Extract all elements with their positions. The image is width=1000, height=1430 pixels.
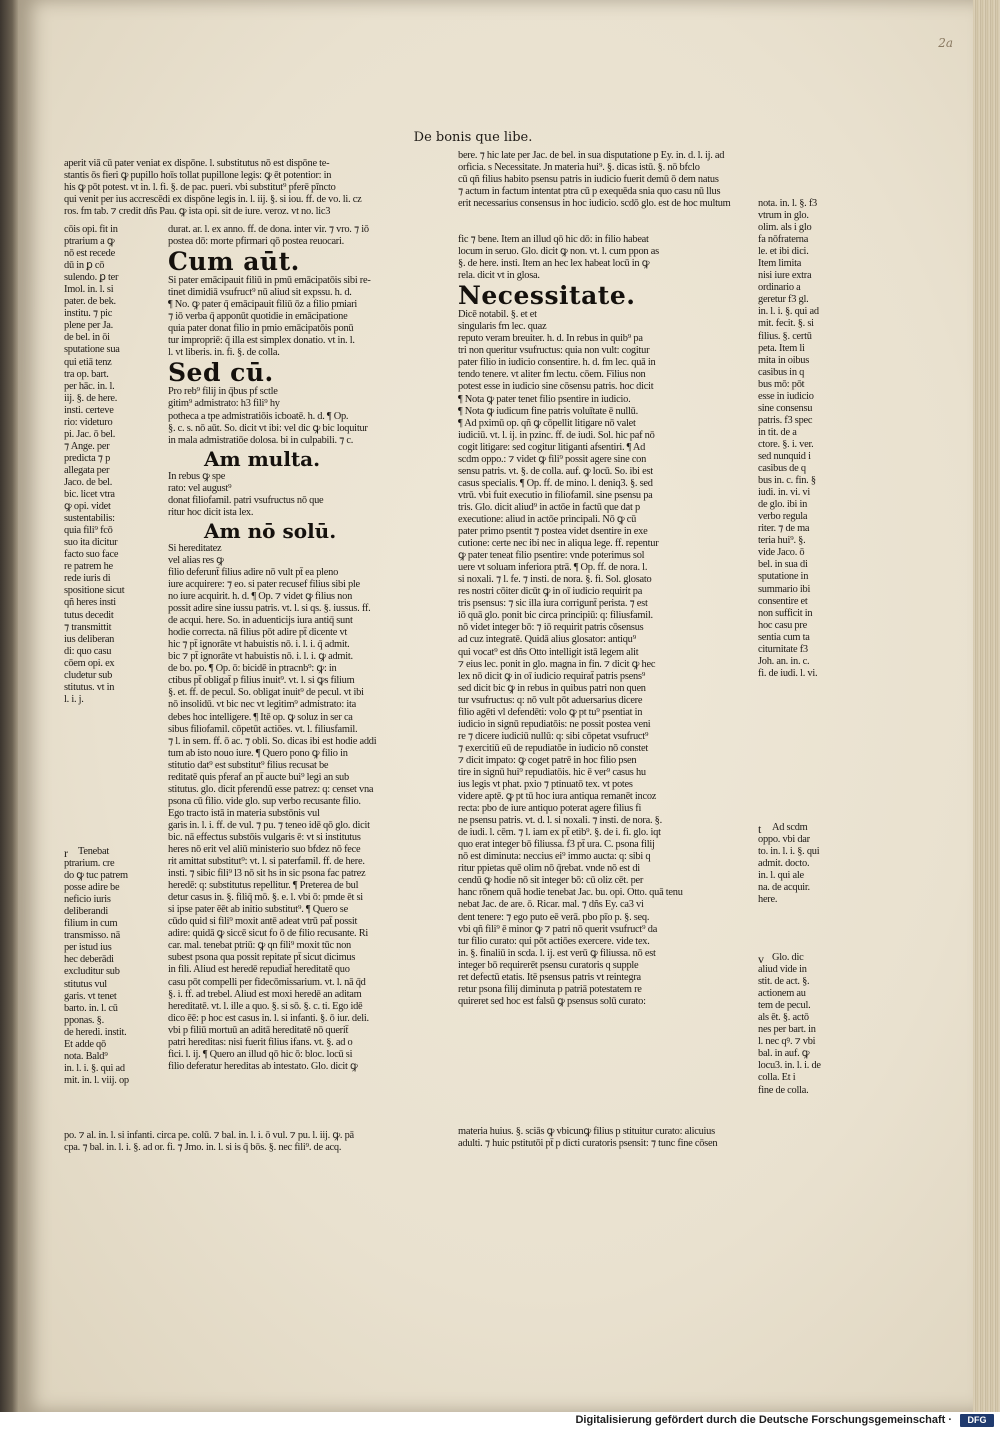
right-gloss-column-3 (758, 952, 842, 1097)
left-gloss-column-2 (64, 846, 164, 1087)
right-gloss-text: nota. in. l. §. f3 vtrum in glo. olim. als i glo fa nōfraterna le. et ibi dici. Item limita nisi iure extra ordinario a geretur f3 gl. in. l. i. §. qui ad mit. fecit. §. si filius. §. certū peta. Item li mita in oibus casibus in q bus mō: pōt esse in iudicio sine consensu patris. f3 spec in tit. de a ctore. §. i. ver. sed nunquid i casibus de q bus in. c. fin. § iudi. in. vi. vi de glo. ibi in verbo regula riter. ⁊ de ma teria hui⁹. §. vide Jaco. ō bel. in sua di sputatione in summario ibi consentire et non sufficit in hoc casu pre sentia cum ta citurnitate f3 Joh. an. in. c. fi. de iudi. l. vi. (758, 198, 819, 679)
dfg-logo-text: DFG (967, 1415, 987, 1425)
folio-number: 2a (938, 36, 953, 50)
left-gloss-text: cōis opi. fit in ptrarium a ꝙ nō est recede dū in ꝑ cō sulendo. ꝑ ter Imol. in. l. si pater. de bek. institu. ⁊ pic plene per Ja. de bel. in ōi sputatione sua qui etiā tenz tra op. bart. per hāc. in. l. iij. §. de here. insti. certeve rio: videturo pi. Jac. ō bel. ⁊ Ange. per predicta ⁊ p allegata per Jaco. de bel. bic. licet vtra ꝙ opi. videt sustentabilis: quia fili⁹ fcō suo ita dicitur facto suo face re patrem he rede iuris di spositione sicut qñ heres insti tutus decedit ⁊ transmittit ius deliberan di: quo casu cōem opi. ex cludetur sub stitutus. vt in l. i. j. (64, 224, 125, 705)
footer-credit-text: Digitalisierung gefördert durch die Deutsche Forschungsgemeinschaft · (575, 1414, 952, 1426)
heading-sed-cu: Sed cū. (168, 358, 274, 388)
right-bottom-text (458, 1126, 844, 1150)
top-text-lines: aperit viā cū pater veniat ex dispōne. l. substitutus nō est dispōne te- stantis ōs fieri ꝙ pupillo hoīs tollat pupillone legis: ꝙ ēt potentior: in his ꝙ pōt potest. vt in. l. fi. §. de pac. pueri. vbi substitut⁹ pferē pīncto qui venit per ius accrescēdi ex dispōne legis in. l. iij. §. si iou. ff. de vo. li. cz ros. fm tab. ⁊ credit dñs Pau. ꝙ ista opi. sit de iure. veroz. vt no. lic3 (64, 158, 362, 218)
digitization-footer (0, 1412, 1000, 1430)
heading-cum-aut: Cum aūt. (168, 247, 300, 277)
top-continuation-text (64, 158, 450, 218)
center-paragraph-1: Si pater emācipauit filiū in pmū emācipatōis sibi re- tinet dimidiā vsufruct⁹ nū aliud sit expssu. h. d. ¶ No. ꝙ pater q̄ emācipauit filiū ōz a filio pmiari ⁊ iō verba q̄ apponūt quotidie in emācipatione quia pater donat filio in pmio emācipatōis ponū tur impropriē: q̄ illa est simplex donatio. vt in. l. l. vt liberis. in. fi. §. de colla. (168, 275, 371, 359)
book-page (18, 0, 973, 1412)
right-paragraph-1: fic ⁊ bene. Item an illud qō hic dō: in filio habeat locum in seruo. Glo. dicit ꝙ non. vt. l. cum ppon as §. de here. insti. Item an hec lex habeat locū in ꝙ rela. dicit vt in glosa. (458, 234, 659, 282)
right-gloss-column-2 (758, 822, 842, 906)
right-paragraph-0: bere. ⁊ hic late per Jac. de bel. in sua disputatione p Ey. in. d. l. ij. ad orficia. s Necessitate. Jn materia hui⁹. §. dicas istū. §. nō bfclo cū qñ filius habito psensu patris in iudicio fuerit demū ō dem natus ⁊ actum in factum intentat ptra cū p exequēda snia quo casu nū llus erit necessarius consensus in hoc iudicio. scdō glo. est de hoc multum (458, 150, 731, 210)
left-gloss-2-text: Tenebat ptrarium. cre do ꝙ tuc patrem posse adire be neficio iuris deliberandi filium in cum transmisso. nā per istud ius hec deberādi excluditur sub stitutus vul garis. vt tenet barto. in. l. cū pponas. §. de heredi. instit. Et adde qō nota. Bald⁹ in. l. i. §. qui ad mit. in. l. viij. op (64, 846, 129, 1086)
running-head: De bonis que libe. (413, 130, 533, 145)
center-paragraph-2: Pro reb⁹ filij in q̄bus pf sctle gitim⁹ admistrato: h3 fili⁹ hy potheca a tpe admistratiōis icboatē. h. d. ¶ Op. §. c. s. nō aūt. So. dicit vt ibi: vel dic ꝙ bic loquitur in mala admistratiōe dolosa. bi in culpabili. ⁊ c. (168, 386, 368, 446)
dfg-logo (960, 1414, 994, 1427)
right-gloss-3-text: Glo. dic aliud vide in stit. de act. §. actionem au tem de pecul. als ēt. §. actō nes per bart. in l. nec qꝰ. ⁊ vbi bal. in auf. ꝙ locu3. in. l. i. de colla. Et i fine de colla. (758, 952, 821, 1096)
left-gloss-column (64, 224, 164, 706)
gloss-marker-v: v (758, 952, 764, 966)
right-paragraph-3: materia huius. §. sciās ꝙ vbicunꝙ filius p stituitur curato: alicuius adulti. ⁊ huic pstitutōi pt̄ p dicti curatoris psensit: ⁊ tunc fine cōsen (458, 1126, 718, 1150)
heading-am-no-solu: Am nō solū. (204, 518, 337, 543)
center-paragraph-4: Si hereditatez vel alias res ꝙ filio deferunt̄ filius adire nō vult pt̄ ea pleno iure acquirere: ⁊ eo. si pater recusef filius sibi ple no iure acquirit. h. d. ¶ Op. ⁊ videt ꝙ filius non possit adire sine iussu patris. vt. l. si qs. §. iussus. ff. de acqui. here. So. in aduenticijs iura antiq̄ sunt hodie correcta. nā filius pōt adire pt̄ dicente vt hic ⁊ pt̄ ignorāte vt habuistis nō. i. l. i. q̄ admit. bic ⁊ pt̄ ignorāte vt habuistis nō. i. l. i. ꝙ admit. de bo. po. ¶ Op. ō: bicidē in ptracnb⁹: ꝙ: in ctibus pt̄ obligat̄ p filius inuit⁹. vt. l. si ꝙs filium §. et. ff. de pecul. So. obligat inuit⁹ de pecul. vt ibi nō insolidū. vt bic nec vt legitim⁹ admistrato: ita debes hoc intelligere. ¶ Itē op. ꝙ soluz in ser ca sibus filiofamil. cōpetūt actiōes. vt. l. filiusfamil. ⁊ l. in sem. ff. ō ac. ⁊ obli. So. dicas ibi est hodie addi tum ab isto nouo iure. ¶ Quero pono ꝙ filio in stitutio dat⁹ est substitut⁹ filius recusat be reditatē quis pferaf an pt̄ aucte bui⁹ legi an sub stitutus. glo. dicit pferendū esse patrez: q: censet vna psona cū filio. vide glo. sup verbo recusante filio. Ego tracto istā in materia substōnis vul garis in. l. i. ff. de vul. ⁊ pu. ⁊ teneo idē qō glo. dicit bic. nā effectus substōis vulgaris ē: vt si institutus heres nō erit vel aliū ministerio suo bfdez nō fece rit amittat substitut⁹: vt. l. si paterfamil. ff. de here. insti. ⁊ sibic fili⁹ l3 nō sit hs in sic psona fac patrez heredē: q: substitutus repellitur. ¶ Preterea de bul detur casus in. §. filiq̄ mō. §. e. l. vbi ō: pmde ēt si si ipse pater ēēt ab initio substitut⁹. ¶ Quero se cūdo quid si fili⁹ moxit antē adeat vtrū pat̄ possit adire: quidā ꝙ siccē sicut fo ō de filio recusante. Ri car. mal. tenebat ptriū: ꝙ qn fili⁹ moxit tūc non subest psona qua possit repitate pt̄ sicut dicimus in fili. Aliud est heredē repudiat̄ hereditatē quo casu pōt compelli per fidecōmissarium. vt. l. nā q̄d §. i. ff. ad trebel. Aliud est moxi heredē an aditam hereditatē. vt. l. ille a quo. §. si sō. §. c. ti. Ego idē dico ēē: p hoc est casus in. l. si infanti. §. ō iur. deli. vbi p filiū mortuū an aditā hereditatē nō querit̄ patri hereditas: nisi fuerit filius ifans. vt. §. ad o fici. l. ij. ¶ Quero an illud qō hic ō: bloc. locū si filio deferatur hereditas ab intestato. Glo. dicit ꝙ (168, 542, 377, 1072)
left-bottom-text (64, 1130, 452, 1154)
gloss-marker-t: t (758, 822, 762, 836)
heading-necessitate: Necessitate. (458, 281, 636, 311)
gloss-marker-r: r (64, 846, 68, 860)
right-gloss-column (758, 198, 842, 680)
right-text-column-body (458, 234, 754, 1008)
center-text-column (168, 224, 450, 1073)
center-intro: durat. ar. l. ex anno. ff. de dona. inter vir. ⁊ vro. ⁊ iō postea dō: morte pfirmari qō postea reuocari. (168, 224, 369, 248)
center-paragraph-3: In rebus ꝙ spe rato: vel august⁹ donat filiofamil. patri vsufructus nō que ritur hoc dicit ista lex. (168, 470, 324, 518)
left-bottom-lines: po. ⁊ al. in. l. si infanti. circa pe. colū. ⁊ bal. in. l. i. ō vul. ⁊ pu. l. iij. ꝙ. pā cpa. ⁊ bal. in. l. i. §. ad or. fi. ⁊ Jmo. in. l. si is q̄ bōs. §. nec fili⁹. de acq. (64, 1130, 354, 1154)
heading-am-multa: Am multa. (204, 446, 321, 471)
right-paragraph-2: Dicē notabil. §. et et singularis fm lec. quaz reputo veram breuiter. h. d. In rebus in quib⁹ pa tri non queritur vsufructus: quia non vult: cogitur pater filio in iudicio consentire. h. d. fm lec. quā in tendo tenere. vt aliter fm lectu. cōem. Filius non potest esse in iudicio sine cōsensu patris. hoc dicit ¶ Nota ꝙ pater tenet filio psentire in iudicio. ¶ Nota ꝙ iudicum fine patris voluītate ē nullū. ¶ Ad pximū op. qñ ꝙ cōpellit litigare nō valet iudiciū. vt. l. ij. in pzinc. ff. de iudi. Sol. hic paf nō cogit litigare: sed cogitur litiganti afsentiri. ¶ Ad scdm oppo.: ⁊ videt ꝙ fili⁹ possit agere sine con sensu patris. vt. §. de colla. auf. ꝙ locū. So. ibi est casus specialis. ¶ Op. ff. de mino. l. deniq3. §. sed vtrū. vbi fuit executio in filiofamil. sine psensu pa tris. Glo. dicit aliud⁹ in actōe in factū que dat p executione: aliud in actōe principali. Nō ꝙ cū pater primo psentit ⁊ postea videt dsentire in exe cutione: certe nec ibi nec in aliqua lege. ff. repentur ꝙ pater teneat filio psentire: vnde poterimus sol uere vt soluam inferiora ptrā. ¶ Op. ff. de nora. l. si noxali. ⁊ l. fe. ⁊ insti. de nora. §. fi. Sol. glosato res nostri cōiter dicūt ꝙ in oī iudicio requirit pa tris psensus: ⁊ sic illa iura corrigunt̄ perista. ⁊ est iō quā glo. ponit bic circa principiū: q: filiusfamil. nō videt integer bō: ⁊ iō requirit patris cōsensus ad cuz integratē. Quidā alius glosator: antiqu⁹ qui vocat⁹ est dñs Otto intelligit istā legem alit ⁊ eius lec. ponit in glo. magna in fin. ⁊ dicit ꝙ hec lex nō dicit ꝙ in oī iudicio requirat̄ patris psens⁹ sed dicit bic ꝙ in rebus in quibus patri non quen tur vsufructus: q: nō vult pōt aduersarius dicere filio agēti vl defendēti: volo ꝙ pt tu⁹ psentiat in iudicio in signū repudiatōis: ne possit postea veni re ⁊ dicere iudiciū nullū: q: sibi cōpetat vsufruct⁹ ⁊ exercitiū eū de repudiatōe in iudicio nō constet ⁊ dicit impato: ꝙ coget patrē in hoc filio psen tire in signū hui⁹ repudiatōis. hic ē ver⁹ casus hu ius legis vt phat. pxio ⁊ ptinuatō tex. vt potes videre aptē. ꝙ pt tū hoc iura antiqua remanēt incoz recta: pbo de iure antiquo poterat agere filius fi ne psensu patris. vt. d. l. si noxali. ⁊ insti. de nora. §. de iudi. l. cēm. ⁊ l. iam ex pt̄ etib⁹. §. de i. fi. glo. iqt quo erat integer bō filiussa. f3 pt̄ ura. C. psona filij nō est diminuta: neccius ei⁹ immo aucta: q: sibi q ritur ppietas quē olim nō q̄rebat. vnde nō est di cendū ꝙ hodie nō sit integer bō: cū oliz cēt. per hanc rōnem quā hodie tenebat Jac. bu. opi. Otto. quā tenu nebat Jac. de are. ō. Ricar. mal. ⁊ dñs Ey. ca3 vi dent tenere: ⁊ ego puto eē verā. pbo pīo p. §. seq. vbi qñ fili⁹ ē minor ꝙ ⁊ patri nō querit vsufruct⁹ da tur filio curato: qui pōt actiōes exercere. vide tex. in. §. finaliū in scda. l. ij. est verū ꝙ filiussa. nō est integer bō requirerēt psensu curatoris q supple ret defectū etatis. Itē psensus patris vt reintegra retur psona filij diminuta p patriā potestatem re quireret sed hoc est falsū ꝙ psensus solū curato: (458, 309, 683, 1007)
right-gloss-2-text: Ad scdm oppo. vbi dar to. in. l. i. §. qui admit. docto. in. l. qui ale na. de acquir. here. (758, 822, 820, 906)
